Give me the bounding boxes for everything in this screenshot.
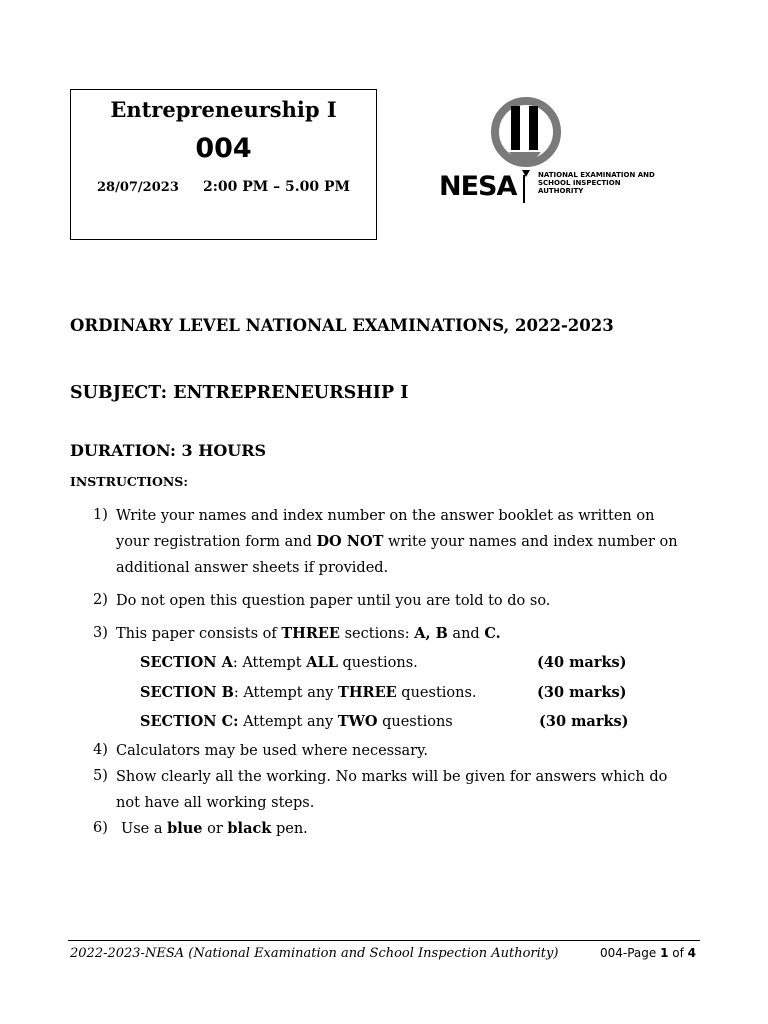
section-label: SECTION A (140, 654, 233, 671)
emphasis: ALL (306, 654, 338, 671)
emphasis: DO NOT (316, 533, 384, 550)
nesa-logo-icon (485, 96, 569, 178)
logo-divider (523, 175, 525, 203)
emphasis: TWO (337, 713, 378, 730)
logo-authority-name (538, 171, 678, 195)
instructions-heading: INSTRUCTIONS: (70, 474, 188, 489)
exam-header-box (70, 89, 377, 240)
instruction-6 (121, 816, 308, 842)
section-b-line (140, 684, 477, 701)
instruction-1-line-1: Write your names and index number on the answer booklet as written on (116, 508, 655, 524)
footer-rule (68, 940, 700, 941)
instruction-number: 2) (93, 592, 108, 608)
instruction-number: 1) (93, 507, 108, 523)
header-date: 28/07/2023 (97, 180, 179, 195)
instruction-5-line-1: Show clearly all the working. No marks will be given for answers which do (116, 769, 668, 785)
text: sections: (339, 626, 415, 642)
instruction-number: 4) (93, 742, 108, 758)
duration: DURATION: 3 HOURS (70, 441, 267, 460)
emphasis: A, B (414, 625, 448, 642)
section-c-line (140, 713, 453, 730)
instruction-5 (116, 764, 667, 816)
text: Attempt any (238, 714, 338, 730)
instruction-1-line-2 (116, 529, 678, 555)
emphasis: THREE (338, 684, 397, 701)
text: This paper consists of (116, 626, 282, 642)
instruction-5-line-2: not have all working steps. (116, 795, 315, 811)
text: questions. (396, 685, 477, 701)
text: write your names and index number on (383, 534, 678, 550)
text: : Attempt any (233, 685, 339, 701)
instruction-number: 5) (93, 768, 108, 784)
emphasis: THREE (281, 625, 340, 642)
section-c-marks: (30 marks) (539, 713, 629, 730)
section-b-marks: (30 marks) (537, 684, 627, 701)
text: 004-Page (600, 946, 661, 960)
instruction-2: Do not open this question paper until you are told to do so. (116, 593, 551, 609)
footer-page-number (600, 946, 696, 960)
text: questions. (337, 655, 418, 671)
header-subject: Entrepreneurship I (110, 97, 337, 122)
instruction-3 (116, 621, 501, 647)
logo-name-line: AUTHORITY (538, 187, 584, 195)
text: pen. (271, 821, 308, 837)
instruction-number: 6) (93, 820, 108, 836)
instruction-number: 3) (93, 625, 108, 641)
text: : Attempt (232, 655, 307, 671)
section-label: SECTION C: (140, 713, 239, 730)
current-page: 1 (660, 946, 669, 960)
logo-wordmark: NESA (439, 171, 517, 202)
instruction-1 (116, 503, 678, 581)
logo-name-line: SCHOOL INSPECTION (538, 179, 621, 187)
footer-authority: 2022-2023-NESA (National Examination and School Inspection Authority) (70, 946, 559, 961)
section-a-line (140, 654, 418, 671)
text: or (202, 821, 228, 837)
text: and (447, 626, 485, 642)
logo-name-line: NATIONAL EXAMINATION AND (538, 171, 655, 179)
text: questions (377, 714, 453, 730)
section-label: SECTION B (140, 684, 234, 701)
emphasis: black (227, 820, 272, 837)
emphasis: blue (167, 820, 203, 837)
text: your registration form and (116, 534, 317, 550)
instruction-4: Calculators may be used where necessary. (116, 743, 428, 759)
exam-title: ORDINARY LEVEL NATIONAL EXAMINATIONS, 2022-2023 (70, 316, 614, 335)
instruction-1-line-3: additional answer sheets if provided. (116, 560, 389, 576)
section-a-marks: (40 marks) (537, 654, 627, 671)
emphasis: C. (484, 625, 501, 642)
text: Use a (121, 821, 168, 837)
header-paper-code: 004 (195, 133, 252, 164)
header-time: 2:00 PM – 5.00 PM (203, 179, 351, 195)
text: of (668, 946, 688, 960)
subject-title: SUBJECT: ENTREPRENEURSHIP I (70, 383, 409, 403)
total-pages: 4 (687, 946, 697, 960)
